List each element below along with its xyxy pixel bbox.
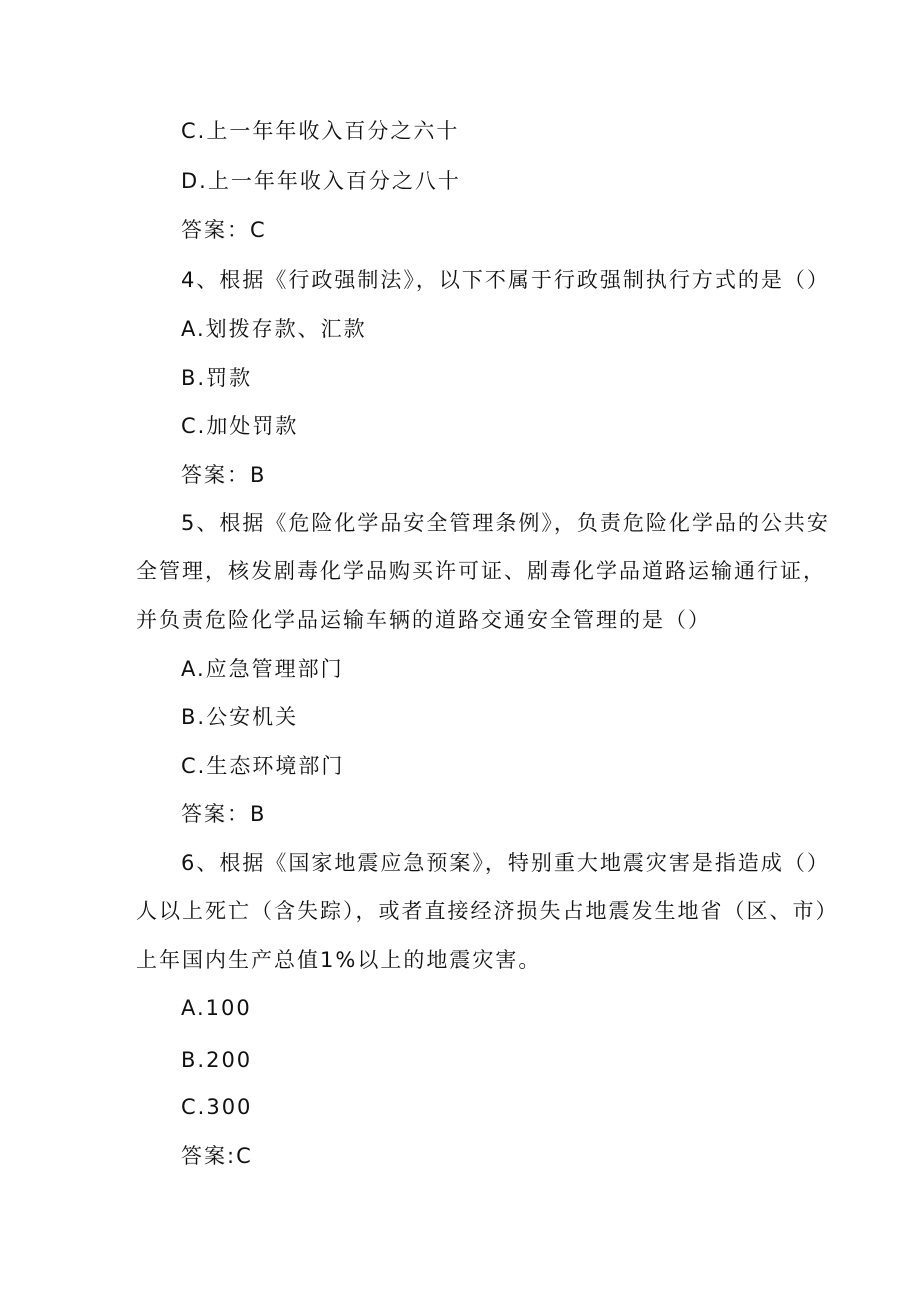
q5-answer: 答案：B <box>181 802 267 826</box>
q6-answer: 答案:C <box>181 1144 253 1168</box>
q5-option-a: A.应急管理部门 <box>181 657 344 681</box>
q4-option-c: C.加处罚款 <box>181 414 299 438</box>
q5-stem-line2: 全管理，核发剧毒化学品购买许可证、剧毒化学品道路运输通行证， <box>136 559 826 583</box>
q4-option-b: B.罚款 <box>181 366 253 390</box>
q5-stem-line3: 并负责危险化学品运输车辆的道路交通安全管理的是（） <box>136 608 711 632</box>
q6-option-a: A.100 <box>181 996 252 1020</box>
q6-stem-line1: 6、根据《国家地震应急预案》，特别重大地震灾害是指造成（） <box>181 851 830 875</box>
q3-answer: 答案：C <box>181 218 267 242</box>
q6-stem-line3: 上年国内生产总值1%以上的地震灾害。 <box>136 948 542 972</box>
q6-option-c: C.300 <box>181 1095 253 1119</box>
q5-option-b: B.公安机关 <box>181 705 299 729</box>
q4-option-a: A.划拨存款、汇款 <box>181 317 367 341</box>
q4-stem: 4、根据《行政强制法》，以下不属于行政强制执行方式的是（） <box>181 268 830 292</box>
q6-stem-line2: 人以上死亡（含失踪），或者直接经济损失占地震发生地省（区、市） <box>136 899 839 923</box>
q3-option-c: C.上一年年收入百分之六十 <box>181 119 460 143</box>
q6-option-b: B.200 <box>181 1048 253 1072</box>
q5-stem-line1: 5、根据《危险化学品安全管理条例》，负责危险化学品的公共安 <box>181 511 830 535</box>
q5-option-c: C.生态环境部门 <box>181 754 345 778</box>
q3-option-d: D.上一年年收入百分之八十 <box>181 169 461 193</box>
q4-answer: 答案：B <box>181 463 267 487</box>
